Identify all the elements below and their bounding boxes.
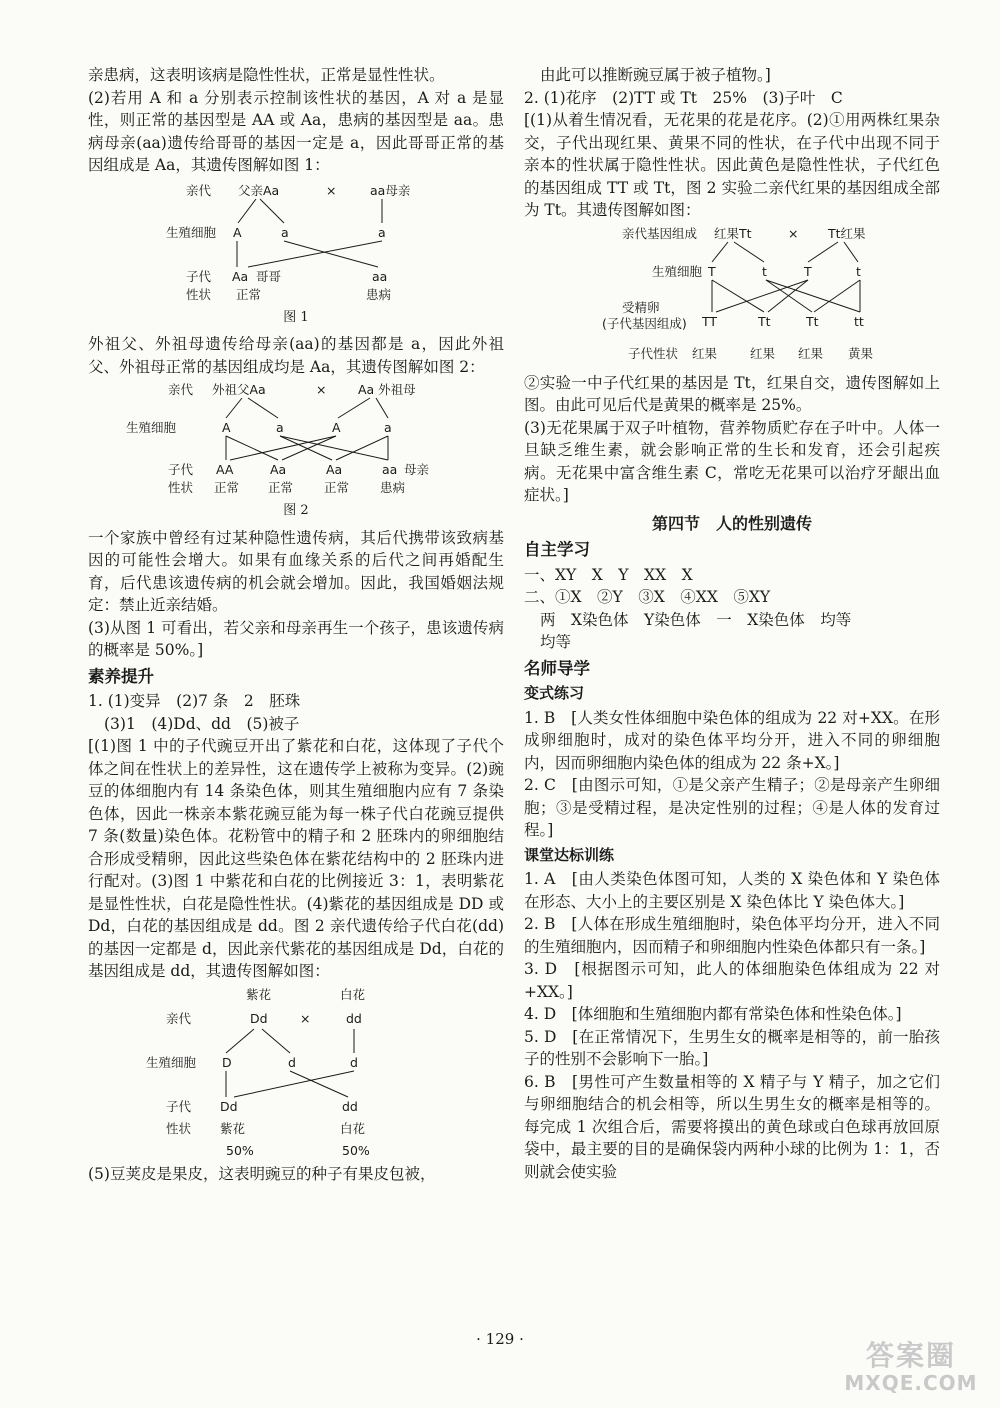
offspring-genotype: Tt xyxy=(758,313,771,329)
answer-item: 1. B [人类女性体细胞中染色体的组成为 22 对+XX。在形成卵细胞时，成对的染色体平均分开，进入不同的卵细胞内，因而卵细胞内染色体的组成为 22 条+X。] xyxy=(524,708,940,772)
label-offspring: 子代 xyxy=(186,268,212,284)
figure-caption: 图 1 xyxy=(283,309,309,325)
left-column xyxy=(88,64,504,1185)
label-parent-gen: 亲代 xyxy=(168,382,194,397)
heading-literacy: 素养提升 xyxy=(88,666,154,686)
label-germ-cell: 生殖细胞 xyxy=(652,263,703,279)
answer-line: 1. (1)变异 (2)7 条 2 胚珠 xyxy=(88,692,301,710)
answer-line: 二、①X ②Y ③X ④XX ⑤XY xyxy=(524,588,771,606)
heading-teacher-guide: 名师导学 xyxy=(524,658,590,678)
parent-father: 父亲Aa xyxy=(238,182,280,198)
gamete: d xyxy=(350,1054,358,1070)
offspring-genotype: Dd xyxy=(220,1098,238,1114)
label-offspring: 子代 xyxy=(166,1098,192,1114)
watermark-text: 答案圈 xyxy=(865,1339,956,1372)
right-column xyxy=(524,64,940,1183)
trait: 红果 xyxy=(798,345,824,361)
label-parent-gen: 亲代 xyxy=(186,182,212,198)
parent-trait: 紫花 xyxy=(246,986,272,1002)
label-parent-gen: 亲代 xyxy=(166,1010,192,1026)
answer-item: 3. D [根据图示可知，此人的体细胞染色体组成为 22 对+XX。] xyxy=(524,960,940,1001)
answer-item: 2. C [由图示可知，①是父亲产生精子；②是母亲产生卵细胞；③是受精过程，是决定性别的过程；④是人体的发育过程。] xyxy=(524,776,940,839)
figure-caption: 图 2 xyxy=(283,503,309,518)
gamete: A xyxy=(222,420,231,435)
genetic-diagram-fig4 xyxy=(562,224,902,370)
parent-trait: 白花 xyxy=(340,986,366,1002)
ratio: 50% xyxy=(342,1142,370,1158)
label-parent-gen: 亲代基因组成 xyxy=(622,225,698,241)
answer-item: 4. D [体细胞和生殖细胞内都有常染色体和性染色体。] xyxy=(524,1005,902,1023)
paragraph: ②实验一中子代红果的基因是 Tt，红果自交，遗传图解如上图。由此可见后代是黄果的概率是 25%。 xyxy=(524,373,940,414)
offspring-label: 哥哥 xyxy=(256,268,282,284)
answer-item: 6. B [男性可产生数量相等的 X 精子与 Y 精子，加之它们与卵细胞结合的机会相等，所以生男生女的概率是相等的。每完成 1 次组合后，需要将摸出的黄色球或白色球再放回原袋中，最主要的目的是确保袋内两种小球的比例为 1：1，否则就会使实验 xyxy=(524,1072,940,1181)
gamete: A xyxy=(332,420,341,435)
offspring-genotype: dd xyxy=(342,1098,358,1114)
gamete: T xyxy=(804,263,812,279)
answer-item: 2. B [人体在形成生殖细胞时，染色体平均分开，进入不同的生殖细胞内，因而精子和卵细胞内性染色体都只有一条。] xyxy=(524,915,940,956)
explanation: [(1)从着生情况看，无花果的花是花序。(2)①用两株红果杂交，子代出现红果、黄果不同的性状，在子代中出现不同于亲本的性状属于隐性性状。因此黄色是隐性性状，子代红色的基因组成 TT 或 Tt，图 2 实验二亲代红果的基因组成全部为 Tt。其遗传图解如图： xyxy=(524,111,940,219)
answer-line: 一、XY X Y XX X xyxy=(524,565,693,584)
ratio: 50% xyxy=(226,1142,254,1158)
offspring-genotype: AA xyxy=(216,462,234,477)
label-offspring: 子代 xyxy=(168,462,194,477)
label-offspring-trait: 子代性状 xyxy=(628,345,679,361)
cross-symbol: × xyxy=(316,382,327,397)
subheading-variant-practice: 变式练习 xyxy=(524,684,585,702)
heading-self-study: 自主学习 xyxy=(524,540,590,559)
offspring-genotype: aa xyxy=(382,462,398,477)
cross-symbol: × xyxy=(300,1010,311,1026)
answer-line: 2. (1)花序 (2)TT 或 Tt 25% (3)子叶 C xyxy=(524,88,843,107)
gamete: a xyxy=(281,224,289,240)
offspring-genotype: aa xyxy=(372,268,388,284)
gamete: a xyxy=(384,420,392,435)
subheading-classroom-training: 课堂达标训练 xyxy=(524,845,615,864)
parent-genotype: Dd xyxy=(250,1010,268,1026)
answer-item: 1. A [由人类染色体图可知，人类的 X 染色体和 Y 染色体在形态、大小上的主要区别是 X 染色体比 Y 染色体大。] xyxy=(524,870,940,911)
label-zygote-sub: (子代基因组成) xyxy=(602,315,687,331)
offspring-label: 母亲 xyxy=(404,462,430,477)
paragraph: (3)无花果属于双子叶植物，营养物质贮存在子叶中。人体一旦缺乏维生素，就会影响正常的生长和发育，还会引起疾病。无花果中富含维生素 C，常吃无花果可以治疗牙龈出血症状。] xyxy=(524,418,940,504)
label-germ-cell: 生殖细胞 xyxy=(126,420,177,435)
gamete: a xyxy=(378,224,386,240)
trait: 患病 xyxy=(380,480,406,495)
parent-genotype: 红果Tt xyxy=(714,225,752,241)
parent-genotype: Tt红果 xyxy=(828,225,866,241)
page-number: · 129 · xyxy=(476,1330,524,1348)
paragraph: (3)从图 1 可看出，若父亲和母亲再生一个孩子，患该遗传病的概率是 50%。] xyxy=(88,618,504,659)
label-zygote: 受精卵 xyxy=(622,299,660,315)
label-trait: 性状 xyxy=(168,480,194,495)
paragraph: 亲患病，这表明该病是隐性性状，正常是显性性状。 xyxy=(88,66,445,84)
offspring-genotype: Tt xyxy=(806,313,819,329)
paragraph: (2)若用 A 和 a 分别表示控制该性状的基因，A 对 a 是显性，则正常的基因型是 AA 或 Aa，患病的基因型是 aa。患病母亲(aa)遗传给哥哥的基因一定是 a，因此哥哥正常的基因组成是 Aa，其遗传图解如图 1： xyxy=(88,88,504,174)
trait: 正常 xyxy=(236,286,262,302)
parent-genotype: dd xyxy=(346,1010,362,1026)
parent-grandfather: 外祖父Aa xyxy=(212,382,266,397)
answer-line: (3)1 (4)Dd、dd (5)被子 xyxy=(104,714,300,733)
trait: 红果 xyxy=(750,345,776,361)
trait: 患病 xyxy=(366,286,392,302)
gamete: a xyxy=(276,420,284,435)
genetic-diagram-fig1 xyxy=(146,179,446,305)
offspring-genotype: tt xyxy=(854,313,864,329)
cross-symbol: × xyxy=(788,225,799,241)
paragraph: 外祖父、外祖母遗传给母亲(aa)的基因都是 a，因此外祖父、外祖母正常的基因组成均是 Aa，其遗传图解如图 2： xyxy=(88,335,504,376)
gamete: t xyxy=(856,263,861,279)
paragraph: (5)豆荚皮是果皮，这表明豌豆的种子有果皮包被， xyxy=(88,1164,436,1183)
section-title: 第四节 人的性别遗传 xyxy=(651,513,812,533)
trait: 紫花 xyxy=(220,1120,246,1136)
gamete: d xyxy=(288,1054,296,1070)
trait: 正常 xyxy=(214,480,240,495)
parent-grandmother: Aa 外祖母 xyxy=(358,382,416,397)
watermark-url: MXQE.COM xyxy=(844,1371,978,1395)
trait: 正常 xyxy=(268,480,294,495)
paragraph: 一个家族中曾经有过某种隐性遗传病，其后代携带该致病基因的可能性会增大。如果有血缘关系的后代之间再婚配生育，后代患该遗传病的机会就会增加。因此，我国婚姻法规定：禁止近亲结婚。 xyxy=(88,528,504,614)
answer-line: 两 X染色体 Y染色体 一 X染色体 均等 xyxy=(540,610,852,629)
parent-mother: aa母亲 xyxy=(370,182,411,198)
trait: 白花 xyxy=(340,1120,366,1136)
cross-symbol: × xyxy=(326,182,337,198)
paragraph: 由此可以推断豌豆属于被子植物。] xyxy=(540,66,771,84)
offspring-genotype: Aa xyxy=(232,268,249,284)
gamete: t xyxy=(762,263,767,279)
gamete: T xyxy=(708,263,716,279)
label-trait: 性状 xyxy=(166,1120,192,1136)
watermark-logo xyxy=(836,1340,986,1400)
trait: 黄果 xyxy=(848,345,874,361)
offspring-genotype: Aa xyxy=(326,462,343,477)
genetic-diagram-fig2 xyxy=(126,380,466,498)
explanation: [(1)图 1 中的子代豌豆开出了紫花和白花，这体现了子代个体之间在性状上的差异性，这在遗传学上被称为变异。(2)豌豆的体细胞内有 14 条染色体，则其生殖细胞内应有 7 条染色体，因此一株亲本紫花豌豆能为每一株子代白花豌豆提供 7 条(数量)染色体。花粉管中的精子和 2 胚珠内的卵细胞结合形成受精卵，因此这些染色体在紫花结构中的 2 胚珠内进行配对。(3)图 1 中紫花和白花的比例接近 3：1，表明紫花是显性性状，白花是隐性性状。(4)紫花的基因组成是 DD 或 Dd，白花的基因组成是 dd。图 2 亲代遗传给子代白花(dd)的基因一定都是 d，因此亲代紫花的基因组成是 Dd，白花的基因组成是 dd，其遗传图解如图： xyxy=(88,737,504,980)
offspring-genotype: TT xyxy=(702,313,718,329)
answer-item: 5. D [在正常情况下，生男生女的概率是相等的，前一胎孩子的性别不会影响下一胎。] xyxy=(524,1027,940,1068)
label-germ-cell: 生殖细胞 xyxy=(146,1054,197,1070)
gamete: D xyxy=(222,1054,232,1070)
gamete: A xyxy=(233,224,242,240)
label-germ-cell: 生殖细胞 xyxy=(166,224,217,240)
trait: 正常 xyxy=(324,480,350,495)
answer-line: 均等 xyxy=(540,633,572,651)
label-trait: 性状 xyxy=(186,286,212,302)
trait: 红果 xyxy=(692,345,718,361)
offspring-genotype: Aa xyxy=(270,462,287,477)
genetic-diagram-flowers xyxy=(146,985,446,1161)
